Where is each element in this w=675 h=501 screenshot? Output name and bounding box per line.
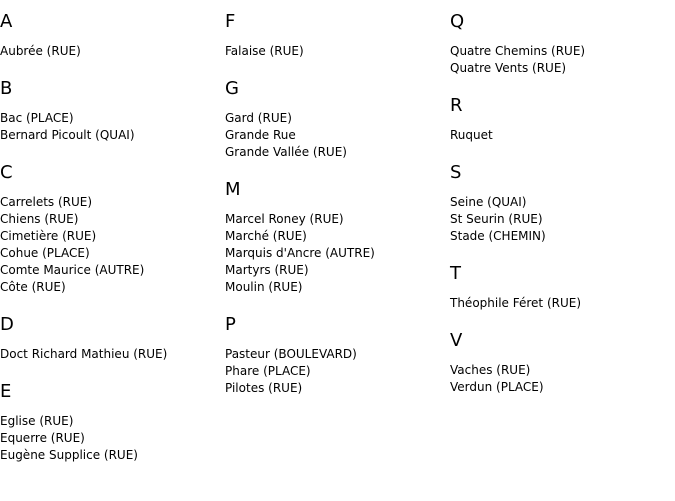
letter-group-q [450, 0, 675, 77]
letter-group-p [225, 296, 450, 397]
letter-heading: P [225, 314, 236, 335]
letter-heading: E [0, 381, 12, 402]
street-link[interactable]: Bac (PLACE) [0, 111, 74, 125]
street-link[interactable]: Martyrs (RUE) [225, 263, 309, 277]
letter-heading: C [0, 162, 13, 183]
letter-group-r [450, 77, 675, 144]
street-link[interactable]: Ruquet [450, 128, 493, 142]
street-list [450, 194, 675, 245]
street-list [225, 43, 450, 60]
street-index-column-2 [225, 0, 450, 397]
street-link[interactable]: Chiens (RUE) [0, 212, 79, 226]
street-link[interactable]: Marché (RUE) [225, 229, 307, 243]
letter-group-f [225, 0, 450, 60]
street-link[interactable]: Doct Richard Mathieu (RUE) [0, 347, 168, 361]
letter-heading: M [225, 179, 241, 200]
street-list [225, 346, 450, 397]
street-link[interactable]: Pasteur (BOULEVARD) [225, 347, 357, 361]
street-list [0, 43, 225, 60]
street-list [225, 211, 450, 296]
street-link[interactable]: Côte (RUE) [0, 280, 66, 294]
street-link[interactable]: Marcel Roney (RUE) [225, 212, 344, 226]
letter-group-d [0, 296, 225, 363]
street-link[interactable]: Seine (QUAI) [450, 195, 527, 209]
street-link[interactable]: Gard (RUE) [225, 111, 292, 125]
street-link[interactable]: Vaches (RUE) [450, 363, 531, 377]
street-link[interactable]: Cohue (PLACE) [0, 246, 90, 260]
street-index-column-1 [0, 0, 225, 464]
street-link[interactable]: Eugène Supplice (RUE) [0, 448, 138, 462]
street-list [0, 110, 225, 144]
street-link[interactable]: Equerre (RUE) [0, 431, 85, 445]
street-list [450, 362, 675, 396]
letter-group-v [450, 312, 675, 396]
street-link[interactable]: Grande Rue [225, 128, 296, 142]
letter-heading: T [450, 263, 461, 284]
letter-heading: G [225, 78, 239, 99]
street-link[interactable]: Cimetière (RUE) [0, 229, 97, 243]
letter-heading: D [0, 314, 14, 335]
street-index-column-3 [450, 0, 675, 396]
street-link[interactable]: Moulin (RUE) [225, 280, 303, 294]
street-list [0, 194, 225, 296]
street-link[interactable]: Eglise (RUE) [0, 414, 74, 428]
street-list [450, 295, 675, 312]
street-link[interactable]: Bernard Picoult (QUAI) [0, 128, 135, 142]
street-link[interactable]: Carrelets (RUE) [0, 195, 93, 209]
street-link[interactable]: Comte Maurice (AUTRE) [0, 263, 145, 277]
street-link[interactable]: Théophile Féret (RUE) [450, 296, 582, 310]
letter-heading: V [450, 330, 463, 351]
street-link[interactable]: Marquis d'Ancre (AUTRE) [225, 246, 375, 260]
letter-group-b [0, 60, 225, 144]
letter-heading: Q [450, 11, 465, 32]
street-link[interactable]: Falaise (RUE) [225, 44, 304, 58]
letter-heading: A [0, 11, 13, 32]
letter-heading: F [225, 11, 236, 32]
street-link[interactable]: Quatre Vents (RUE) [450, 61, 567, 75]
letter-group-g [225, 60, 450, 161]
letter-group-t [450, 245, 675, 312]
letter-group-a [0, 0, 225, 60]
letter-group-s [450, 144, 675, 245]
letter-group-e [0, 363, 225, 464]
street-link[interactable]: Pilotes (RUE) [225, 381, 303, 395]
street-list [450, 43, 675, 77]
letter-heading: B [0, 78, 13, 99]
street-link[interactable]: St Seurin (RUE) [450, 212, 543, 226]
street-list [0, 413, 225, 464]
letter-heading: R [450, 95, 463, 116]
street-list [225, 110, 450, 161]
street-link[interactable]: Quatre Chemins (RUE) [450, 44, 586, 58]
street-link[interactable]: Phare (PLACE) [225, 364, 311, 378]
letter-heading: S [450, 162, 462, 183]
street-link[interactable]: Grande Vallée (RUE) [225, 145, 347, 159]
street-link[interactable]: Stade (CHEMIN) [450, 229, 546, 243]
street-list [450, 127, 675, 144]
letter-group-c [0, 144, 225, 296]
street-link[interactable]: Verdun (PLACE) [450, 380, 544, 394]
street-list [0, 346, 225, 363]
letter-group-m [225, 161, 450, 296]
street-link[interactable]: Aubrée (RUE) [0, 44, 81, 58]
